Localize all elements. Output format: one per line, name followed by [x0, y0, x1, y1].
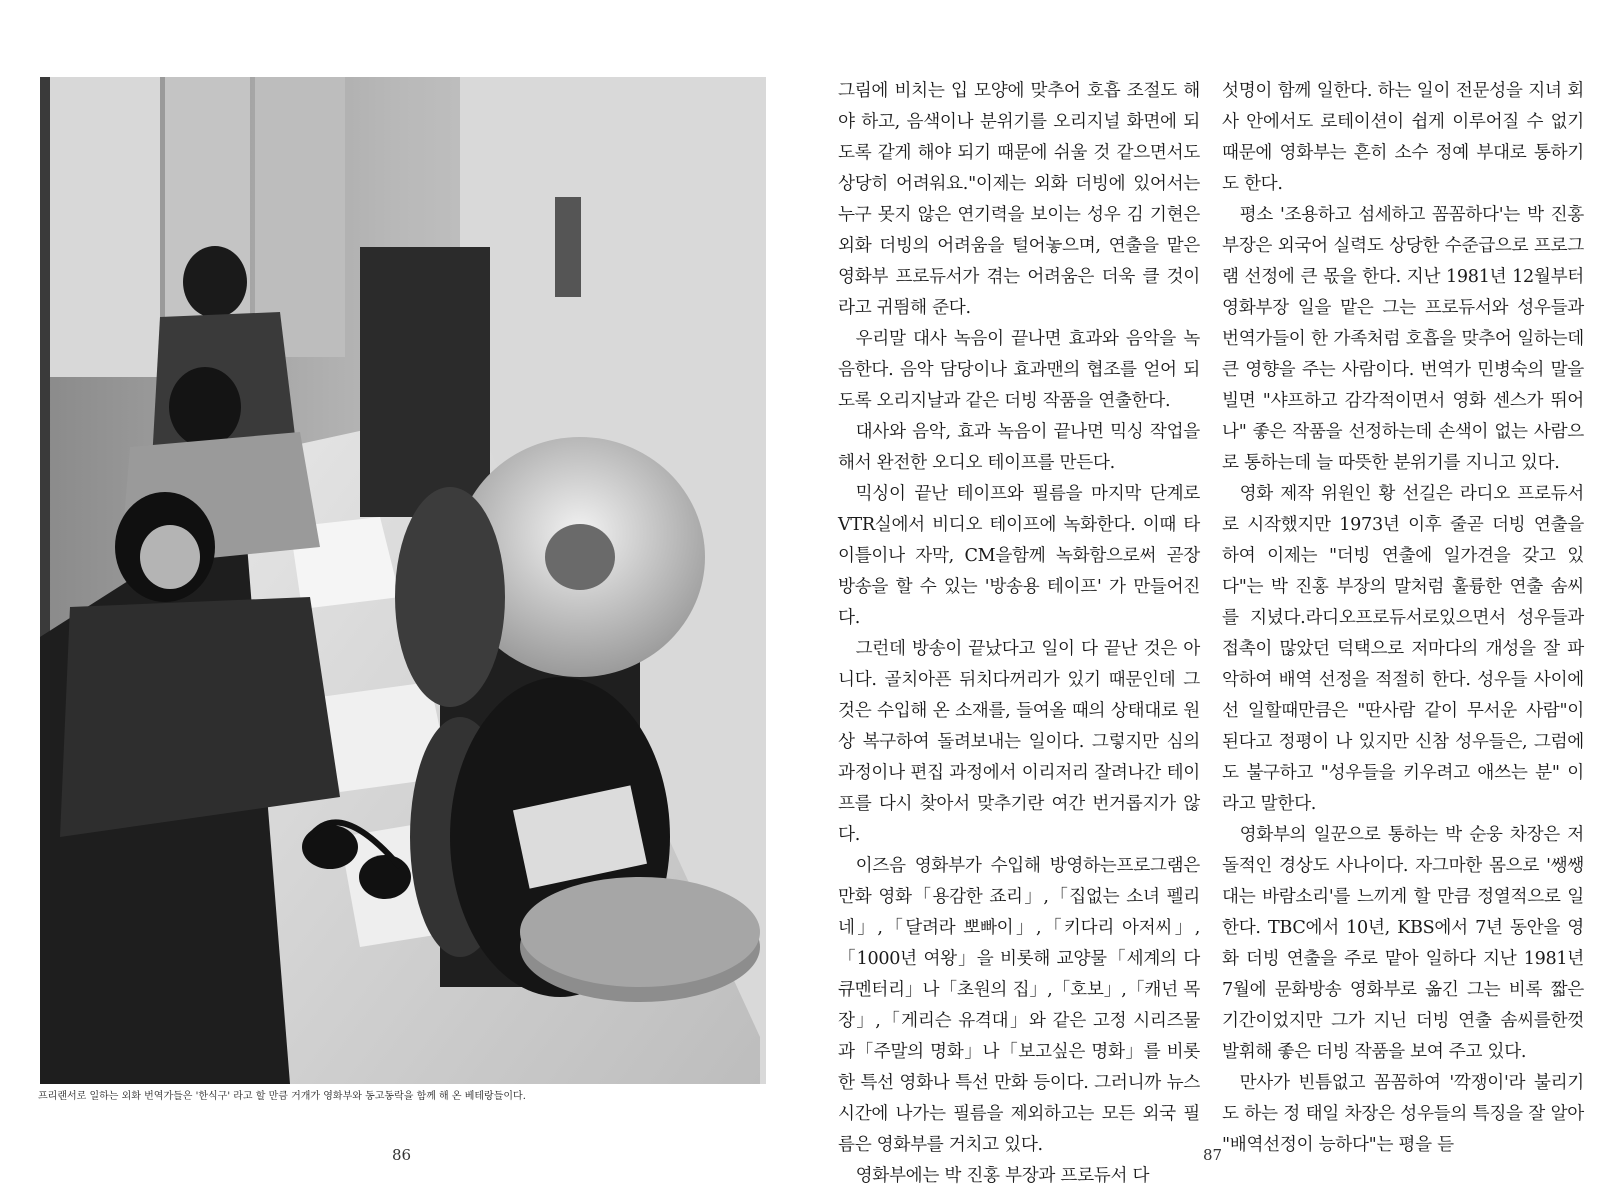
paragraph: 영화부의 일꾼으로 통하는 박 순웅 차장은 저돌적인 경상도 사나이다. 자그마한 몸으로 '쌩쌩대는 바람소리'를 느끼게 할 만큼 정열적으로 일한다. TBC에서 10년, KBS에서 7년 동안을 영화 더빙 연출을 주로 맡아 일하다 지난 1981년 7월에 문화방송 영화부로 옮긴 그는 비록 짧은 기간이었지만 그가 지닌 더빙 연출 솜씨를한껏 발휘해 좋은 더빙 작품을 보여 주고 있다. [1222, 825, 1584, 1062]
paragraph: 평소 '조용하고 섬세하고 꼼꼼하다'는 박 진홍 부장은 외국어 실력도 상당한 수준급으로 프로그램 선정에 큰 몫을 한다. 지난 1981년 12월부터 영화부장 일을 맡은 그는 프로듀서와 성우들과 번역가들이 한 가족처럼 호흡을 맞추어 일하는데 큰 영향을 주는 사람이다. 번역가 민병숙의 말을 빌면 "샤프하고 감각적이면서 영화 센스가 뛰어나" 좋은 작품을 선정하는데 손색이 없는 사람으로 통하는데 늘 따뜻한 분위기를 지니고 있다. [1222, 205, 1584, 473]
text-column-right [1222, 76, 1584, 1155]
text-column-left [838, 76, 1200, 1186]
paragraph: 그런데 방송이 끝났다고 일이 다 끝난 것은 아니다. 골치아픈 뒤치다꺼리가 있기 때문인데 그것은 수입해 온 소재를, 들여올 때의 상태대로 원상 복구하여 돌려보내는 일이다. 그렇지만 심의 과정이나 편집 과정에서 이리저리 잘려나간 테이프를 다시 찾아서 맞추기란 여간 번거롭지가 않다. [838, 639, 1200, 845]
paragraph: 믹싱이 끝난 테이프와 필름을 마지막 단계로 VTR실에서 비디오 테이프에 녹화한다. 이때 타이틀이나 자막, CM을함께 녹화함으로써 곧장 방송을 할 수 있는 '방송용 테이프' 가 만들어진다. [838, 484, 1200, 628]
paragraph: 대사와 음악, 효과 녹음이 끝나면 믹싱 작업을 해서 완전한 오디오 테이프를 만든다. [838, 422, 1200, 473]
page-number-left: 86 [392, 1146, 412, 1164]
paragraph: 우리말 대사 녹음이 끝나면 효과와 음악을 녹음한다. 음악 담당이나 효과맨의 협조를 얻어 되도록 오리지날과 같은 더빙 작품을 연출한다. [838, 329, 1200, 411]
paragraph: 섯명이 함께 일한다. 하는 일이 전문성을 지녀 회사 안에서도 로테이션이 쉽게 이루어질 수 없기 때문에 영화부는 흔히 소수 정예 부대로 통하기도 한다. [1222, 81, 1584, 194]
film-dubbing-photo [40, 77, 766, 1084]
paragraph: 그림에 비치는 입 모양에 맞추어 호흡 조절도 해야 하고, 음색이나 분위기를 오리지널 화면에 되도록 같게 해야 되기 때문에 쉬울 것 같으면서도 상당히 어려워요."이제는 외화 더빙에 있어서는 누구 못지 않은 연기력을 보이는 성우 김 기현은 외화 더빙의 어려움을 털어놓으며, 연출을 맡은 영화부 프로듀서가 겪는 어려움은 더욱 클 것이라고 귀띔해 준다. [838, 81, 1200, 318]
paragraph: 영화 제작 위원인 황 선길은 라디오 프로듀서로 시작했지만 1973년 이후 줄곧 더빙 연출을 하여 이제는 "더빙 연출에 일가견을 갖고 있다"는 박 진홍 부장의 말처럼 훌륭한 연출 솜씨를 지녔다.라디오프로듀서로있으면서 성우들과 접촉이 많았던 덕택으로 저마다의 개성을 잘 파악하여 배역 선정을 적절히 한다. 성우들 사이에선 일할때만큼은 "딴사람 같이 무서운 사람"이 된다고 정평이 나 있지만 신참 성우들은, 그럼에도 불구하고 "성우들을 키우려고 애쓰는 분" 이라고 말한다. [1222, 484, 1584, 814]
photo-caption: 프리랜서로 일하는 외화 번역가들은 '한식구' 라고 할 만큼 거개가 영화부와 동고동락을 함께 해 온 베테랑들이다. [38, 1091, 526, 1102]
photo-illustration [40, 77, 766, 1084]
paragraph: 영화부에는 박 진홍 부장과 프로듀서 다 [855, 1166, 1150, 1186]
paragraph: 만사가 빈틈없고 꼼꼼하여 '깍쟁이'라 불리기도 하는 정 태일 차장은 성우들의 특징을 잘 알아 "배역선정이 능하다"는 평을 듣 [1222, 1073, 1584, 1155]
page-number-right: 87 [1203, 1146, 1223, 1164]
paragraph: 이즈음 영화부가 수입해 방영하는프로그램은 만화 영화「용감한 죠리」,「집없는 소녀 펠리네」,「달려라 뽀빠이」,「키다리 아저씨」,「1000년 여왕」을 비롯해 교양물「세계의 다큐멘터리」나「초원의 집」,「호보」,「캐넌 목장」,「게리슨 유격대」와 같은 고정 시리즈물과「주말의 명화」나「보고싶은 명화」를 비롯한 특선 영화나 특선 만화 등이다. 그러니까 뉴스 시간에 나가는 필름을 제외하고는 모든 외국 필름은 영화부를 거치고 있다. [838, 856, 1200, 1155]
